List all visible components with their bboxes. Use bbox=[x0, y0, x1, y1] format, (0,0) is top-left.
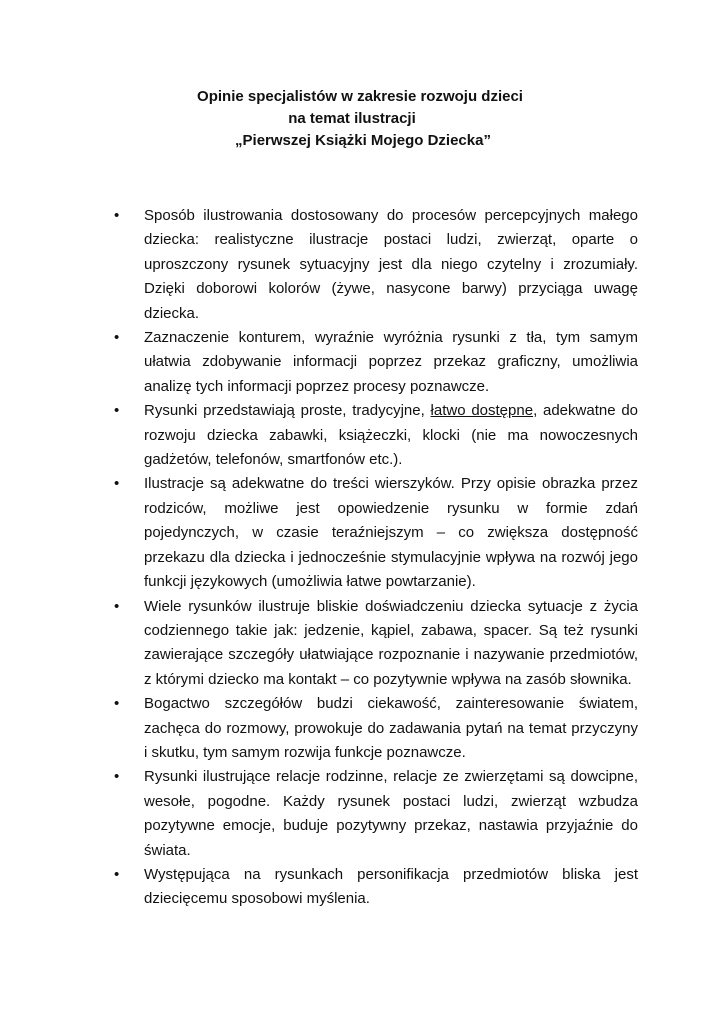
list-item bbox=[112, 595, 638, 693]
list-item bbox=[112, 399, 638, 472]
bullet-icon: • bbox=[114, 695, 120, 713]
bullet-icon: • bbox=[114, 402, 120, 420]
list-item-text: Bogactwo szczegółów budzi ciekawość, zainteresowanie światem, zachęca do rozmowy, prowokuje do zadawania pytań na temat przyczyny i skutku, tym samym rozwija funkcje poznawcze. bbox=[144, 695, 638, 761]
title-line-1: Opinie specjalistów w zakresie rozwoju dzieci bbox=[197, 88, 523, 105]
list-item-text-before: Rysunki przedstawiają proste, tradycyjne, bbox=[144, 402, 431, 420]
list-item-text: Sposób ilustrowania dostosowany do procesów percepcyjnych małego dziecka: realistyczne ilustracje postaci ludzi, zwierząt, oparte o uproszczony rysunek sytuacyjny jest dla niego czytelny i zrozumiały. Dzięki doborowi kolorów (żywe, nasycone barwy) przyciąga uwagę dziecka. bbox=[144, 207, 638, 322]
title-line-3: „Pierwszej Książki Mojego Dziecka” bbox=[235, 132, 491, 149]
bullet-icon: • bbox=[114, 597, 120, 615]
list-item bbox=[112, 472, 638, 594]
bullet-icon: • bbox=[114, 865, 120, 883]
underlined-phrase: łatwo dostępne bbox=[430, 402, 534, 420]
list-item bbox=[112, 692, 638, 765]
list-item bbox=[112, 204, 638, 326]
title-line-2: na temat ilustracji bbox=[288, 110, 416, 127]
bullet-icon: • bbox=[114, 475, 120, 493]
list-item-text: Wiele rysunków ilustruje bliskie doświadczeniu dziecka sytuacje z życia codziennego takie jak: jedzenie, kąpiel, zabawa, spacer. Są też rysunki zawierające szczegóły ułatwiające rozpoznanie i nazywanie przedmiotów, z którymi dziecko ma kontakt – co pozytywnie wpływa na zasób słownika. bbox=[144, 597, 638, 688]
list-item bbox=[112, 863, 638, 912]
opinion-list bbox=[112, 204, 638, 912]
bullet-icon: • bbox=[114, 329, 120, 347]
list-item-text: Występująca na rysunkach personifikacja przedmiotów bliska jest dziecięcemu sposobowi myślenia. bbox=[144, 865, 638, 908]
bullet-icon: • bbox=[114, 768, 120, 786]
bullet-icon: • bbox=[114, 207, 120, 224]
list-item bbox=[112, 765, 638, 863]
document-title bbox=[0, 86, 724, 152]
list-item-text: Zaznaczenie konturem, wyraźnie wyróżnia rysunki z tła, tym samym ułatwia zdobywanie informacji poprzez przekaz graficzny, umożliwia analizę tych informacji poprzez procesy poznawcze. bbox=[144, 329, 638, 395]
list-item-text: Rysunki ilustrujące relacje rodzinne, relacje ze zwierzętami są dowcipne, wesołe, pogodne. Każdy rysunek postaci ludzi, zwierząt wzbudza pozytywne emocje, buduje pozytywny przekaz, nastawia przyjaźnie do świata. bbox=[144, 768, 638, 859]
list-item bbox=[112, 326, 638, 399]
list-item-text: Ilustracje są adekwatne do treści wierszyków. Przy opisie obrazka przez rodziców, możliwe jest opowiedzenie rysunku w formie zdań pojedynczych, w czasie teraźniejszym – co zwiększa dostępność przekazu dla dziecka i jednocześnie stymulacyjnie wpływa na rozwój jego funkcji językowych (umożliwia łatwe powtarzanie). bbox=[144, 475, 638, 591]
list-item-text-after: , adekwatne do rozwoju dziecka zabawki, książeczki, klocki (nie ma nowoczesnych gadżetów, telefonów, smartfonów etc.). bbox=[144, 402, 639, 469]
